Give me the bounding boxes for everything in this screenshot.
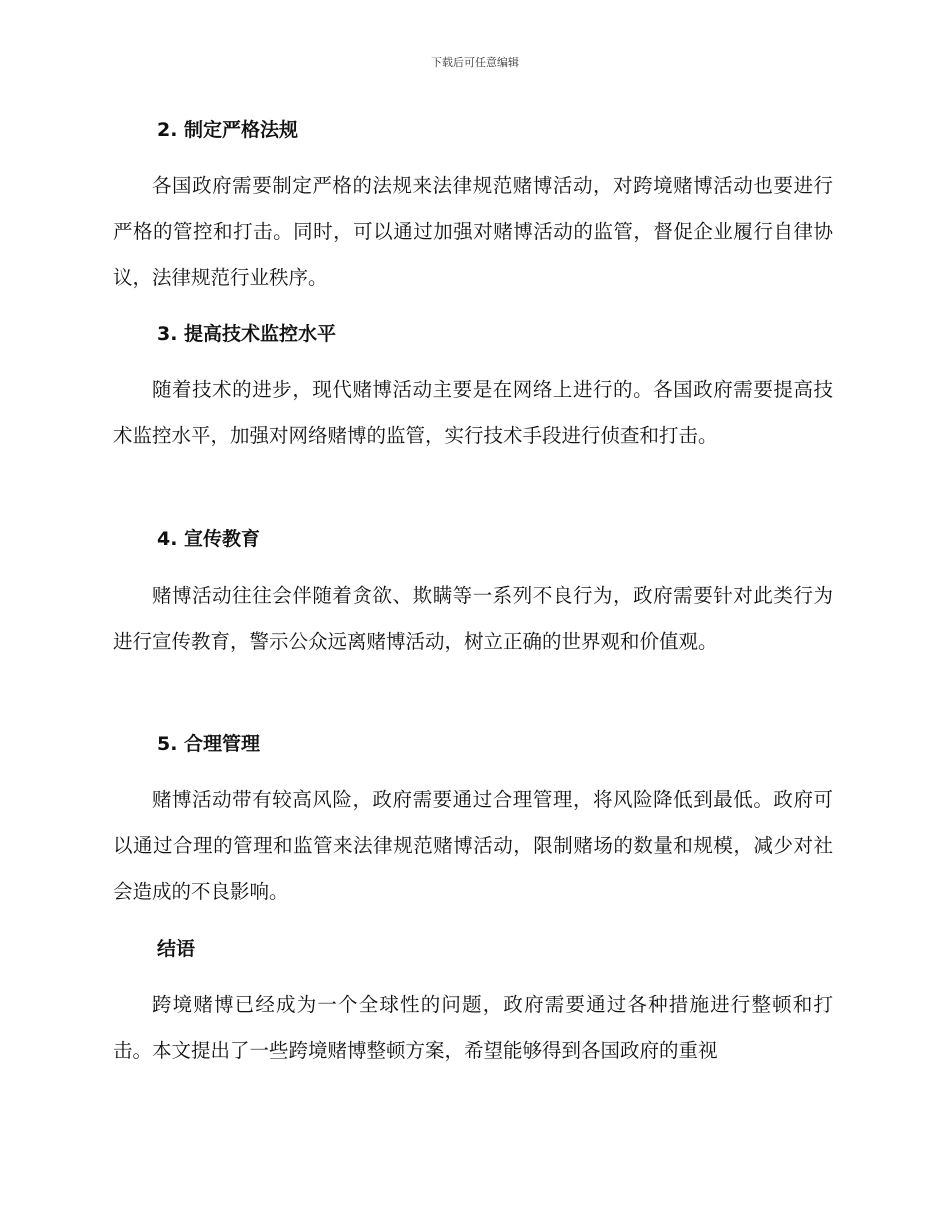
paragraph: 各国政府需要制定严格的法规来法律规范赌博活动，对跨境赌博活动也要进行严格的管控和打击。同时，可以通过加强对赌博活动的监管，督促企业履行自律协议，法律规范行业秩序。 [113, 174, 833, 289]
paragraph: 随着技术的进步，现代赌博活动主要是在网络上进行的。各国政府需要提高技术监控水平，加强对网络赌博的监管，实行技术手段进行侦查和打击。 [113, 378, 833, 447]
section-heading-5: 5. 合理管理 [157, 733, 261, 755]
section-body-4 [113, 573, 833, 665]
section-body-3 [113, 367, 833, 459]
page-header: 下载后可任意编辑 [431, 56, 519, 69]
section-heading-3: 3. 提高技术监控水平 [157, 323, 337, 345]
section-body-conclusion [113, 982, 833, 1074]
paragraph: 赌博活动带有较高风险，政府需要通过合理管理，将风险降低到最低。政府可以通过合理的管理和监管来法律规范赌博活动，限制赌场的数量和规模，减少对社会造成的不良影响。 [113, 788, 833, 903]
section-body-5 [113, 777, 833, 915]
section-heading-4: 4. 宣传教育 [157, 528, 261, 550]
paragraph: 跨境赌博已经成为一个全球性的问题，政府需要通过各种措施进行整顿和打击。本文提出了一些跨境赌博整顿方案，希望能够得到各国政府的重视 [113, 993, 833, 1062]
section-heading-conclusion: 结语 [157, 938, 196, 960]
paragraph: 赌博活动往往会伴随着贪欲、欺瞒等一系列不良行为，政府需要针对此类行为进行宣传教育，警示公众远离赌博活动，树立正确的世界观和价值观。 [113, 584, 833, 653]
section-body-2 [113, 163, 833, 301]
section-heading-2: 2. 制定严格法规 [157, 119, 299, 141]
